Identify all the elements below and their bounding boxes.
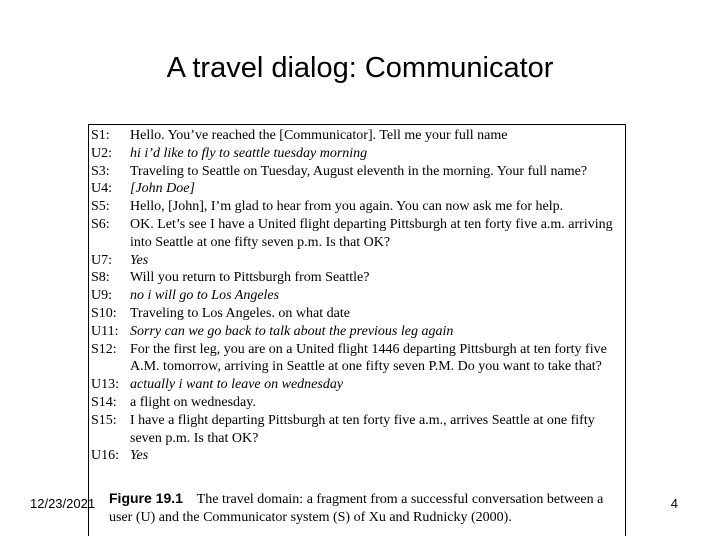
turn-speaker: U7: bbox=[91, 252, 112, 268]
system-utterance: Hello, [John], I’m glad to hear from you again. You can now ask me for help. bbox=[130, 199, 564, 215]
dialog-transcript bbox=[91, 127, 625, 465]
dialog-turn bbox=[91, 323, 625, 341]
user-utterance: [John Doe] bbox=[130, 181, 195, 197]
system-utterance: Traveling to Seattle on Tuesday, August eleventh in the morning. Your full name? bbox=[130, 163, 588, 179]
system-utterance: OK. Let’s see I have a United flight departing Pittsburgh at ten forty five a.m. arriving into Seattle at one fifty seven p.m. Is that OK? bbox=[130, 216, 617, 250]
turn-speaker: U4: bbox=[91, 181, 112, 197]
dialog-turn bbox=[91, 412, 625, 448]
dialog-turn bbox=[91, 216, 625, 252]
dialog-turn bbox=[91, 305, 625, 323]
turn-speaker: S1: bbox=[91, 128, 110, 143]
turn-speaker: U16: bbox=[91, 448, 119, 464]
dialog-turn bbox=[91, 145, 625, 163]
user-utterance: no i will go to Los Angeles bbox=[130, 288, 280, 304]
user-utterance: Sorry can we go back to talk about the previous leg again bbox=[130, 323, 454, 339]
turn-speaker: U11: bbox=[91, 323, 119, 339]
system-utterance: I have a flight departing Pittsburgh at ten forty five a.m., arrives Seattle at one fifty seven p.m. Is that OK? bbox=[130, 412, 599, 446]
system-utterance: a flight on wednesday. bbox=[130, 394, 256, 410]
dialog-turn bbox=[91, 394, 625, 412]
slide-date: 12/23/2021 bbox=[30, 496, 96, 511]
turn-speaker: U13: bbox=[91, 377, 119, 393]
turn-speaker: S14: bbox=[91, 394, 117, 410]
dialog-turn bbox=[91, 180, 625, 198]
dialog-turn bbox=[91, 198, 625, 216]
figure-caption bbox=[109, 490, 609, 526]
system-utterance: Traveling to Los Angeles. on what date bbox=[130, 305, 350, 321]
user-utterance: Yes bbox=[130, 448, 149, 464]
turn-speaker: U2: bbox=[91, 145, 112, 161]
dialog-turn bbox=[91, 252, 625, 270]
turn-speaker: S6: bbox=[91, 216, 110, 232]
turn-speaker: S3: bbox=[91, 163, 110, 179]
slide-page-number: 4 bbox=[670, 496, 678, 511]
dialog-figure bbox=[88, 124, 626, 536]
dialog-turn bbox=[91, 376, 625, 394]
dialog-turn bbox=[91, 447, 625, 465]
caption-text: The travel domain: a fragment from a successful conversation between a user (U) and the Communicator system (S) of Xu and Rudnicky (2000). bbox=[109, 492, 604, 525]
system-utterance: For the first leg, you are on a United flight 1446 departing Pittsburgh at ten forty five A.M. tomorrow, arriving in Seattle at one fifty seven P.M. Do you want to take that? bbox=[130, 341, 610, 375]
caption-label: Figure 19.1 bbox=[109, 490, 183, 506]
dialog-turn bbox=[91, 269, 625, 287]
turn-speaker: S12: bbox=[91, 341, 117, 357]
turn-speaker: S8: bbox=[91, 270, 110, 286]
slide-title: A travel dialog: Communicator bbox=[166, 52, 554, 84]
system-utterance: Will you return to Pittsburgh from Seattle? bbox=[130, 270, 370, 286]
turn-speaker: S5: bbox=[91, 199, 110, 215]
turn-speaker: U9: bbox=[91, 288, 112, 304]
dialog-turn bbox=[91, 163, 625, 181]
user-utterance: Yes bbox=[130, 252, 149, 268]
turn-speaker: S15: bbox=[91, 412, 117, 428]
figure-top-border bbox=[88, 124, 626, 125]
turn-speaker: S10: bbox=[91, 305, 117, 321]
dialog-turn bbox=[91, 287, 625, 305]
system-utterance: Hello. You’ve reached the [Communicator]. Tell me your full name bbox=[130, 128, 508, 143]
dialog-turn bbox=[91, 127, 625, 145]
dialog-turn bbox=[91, 341, 625, 377]
user-utterance: hi i’d like to fly to seattle tuesday morning bbox=[130, 145, 368, 161]
user-utterance: actually i want to leave on wednesday bbox=[130, 377, 344, 393]
